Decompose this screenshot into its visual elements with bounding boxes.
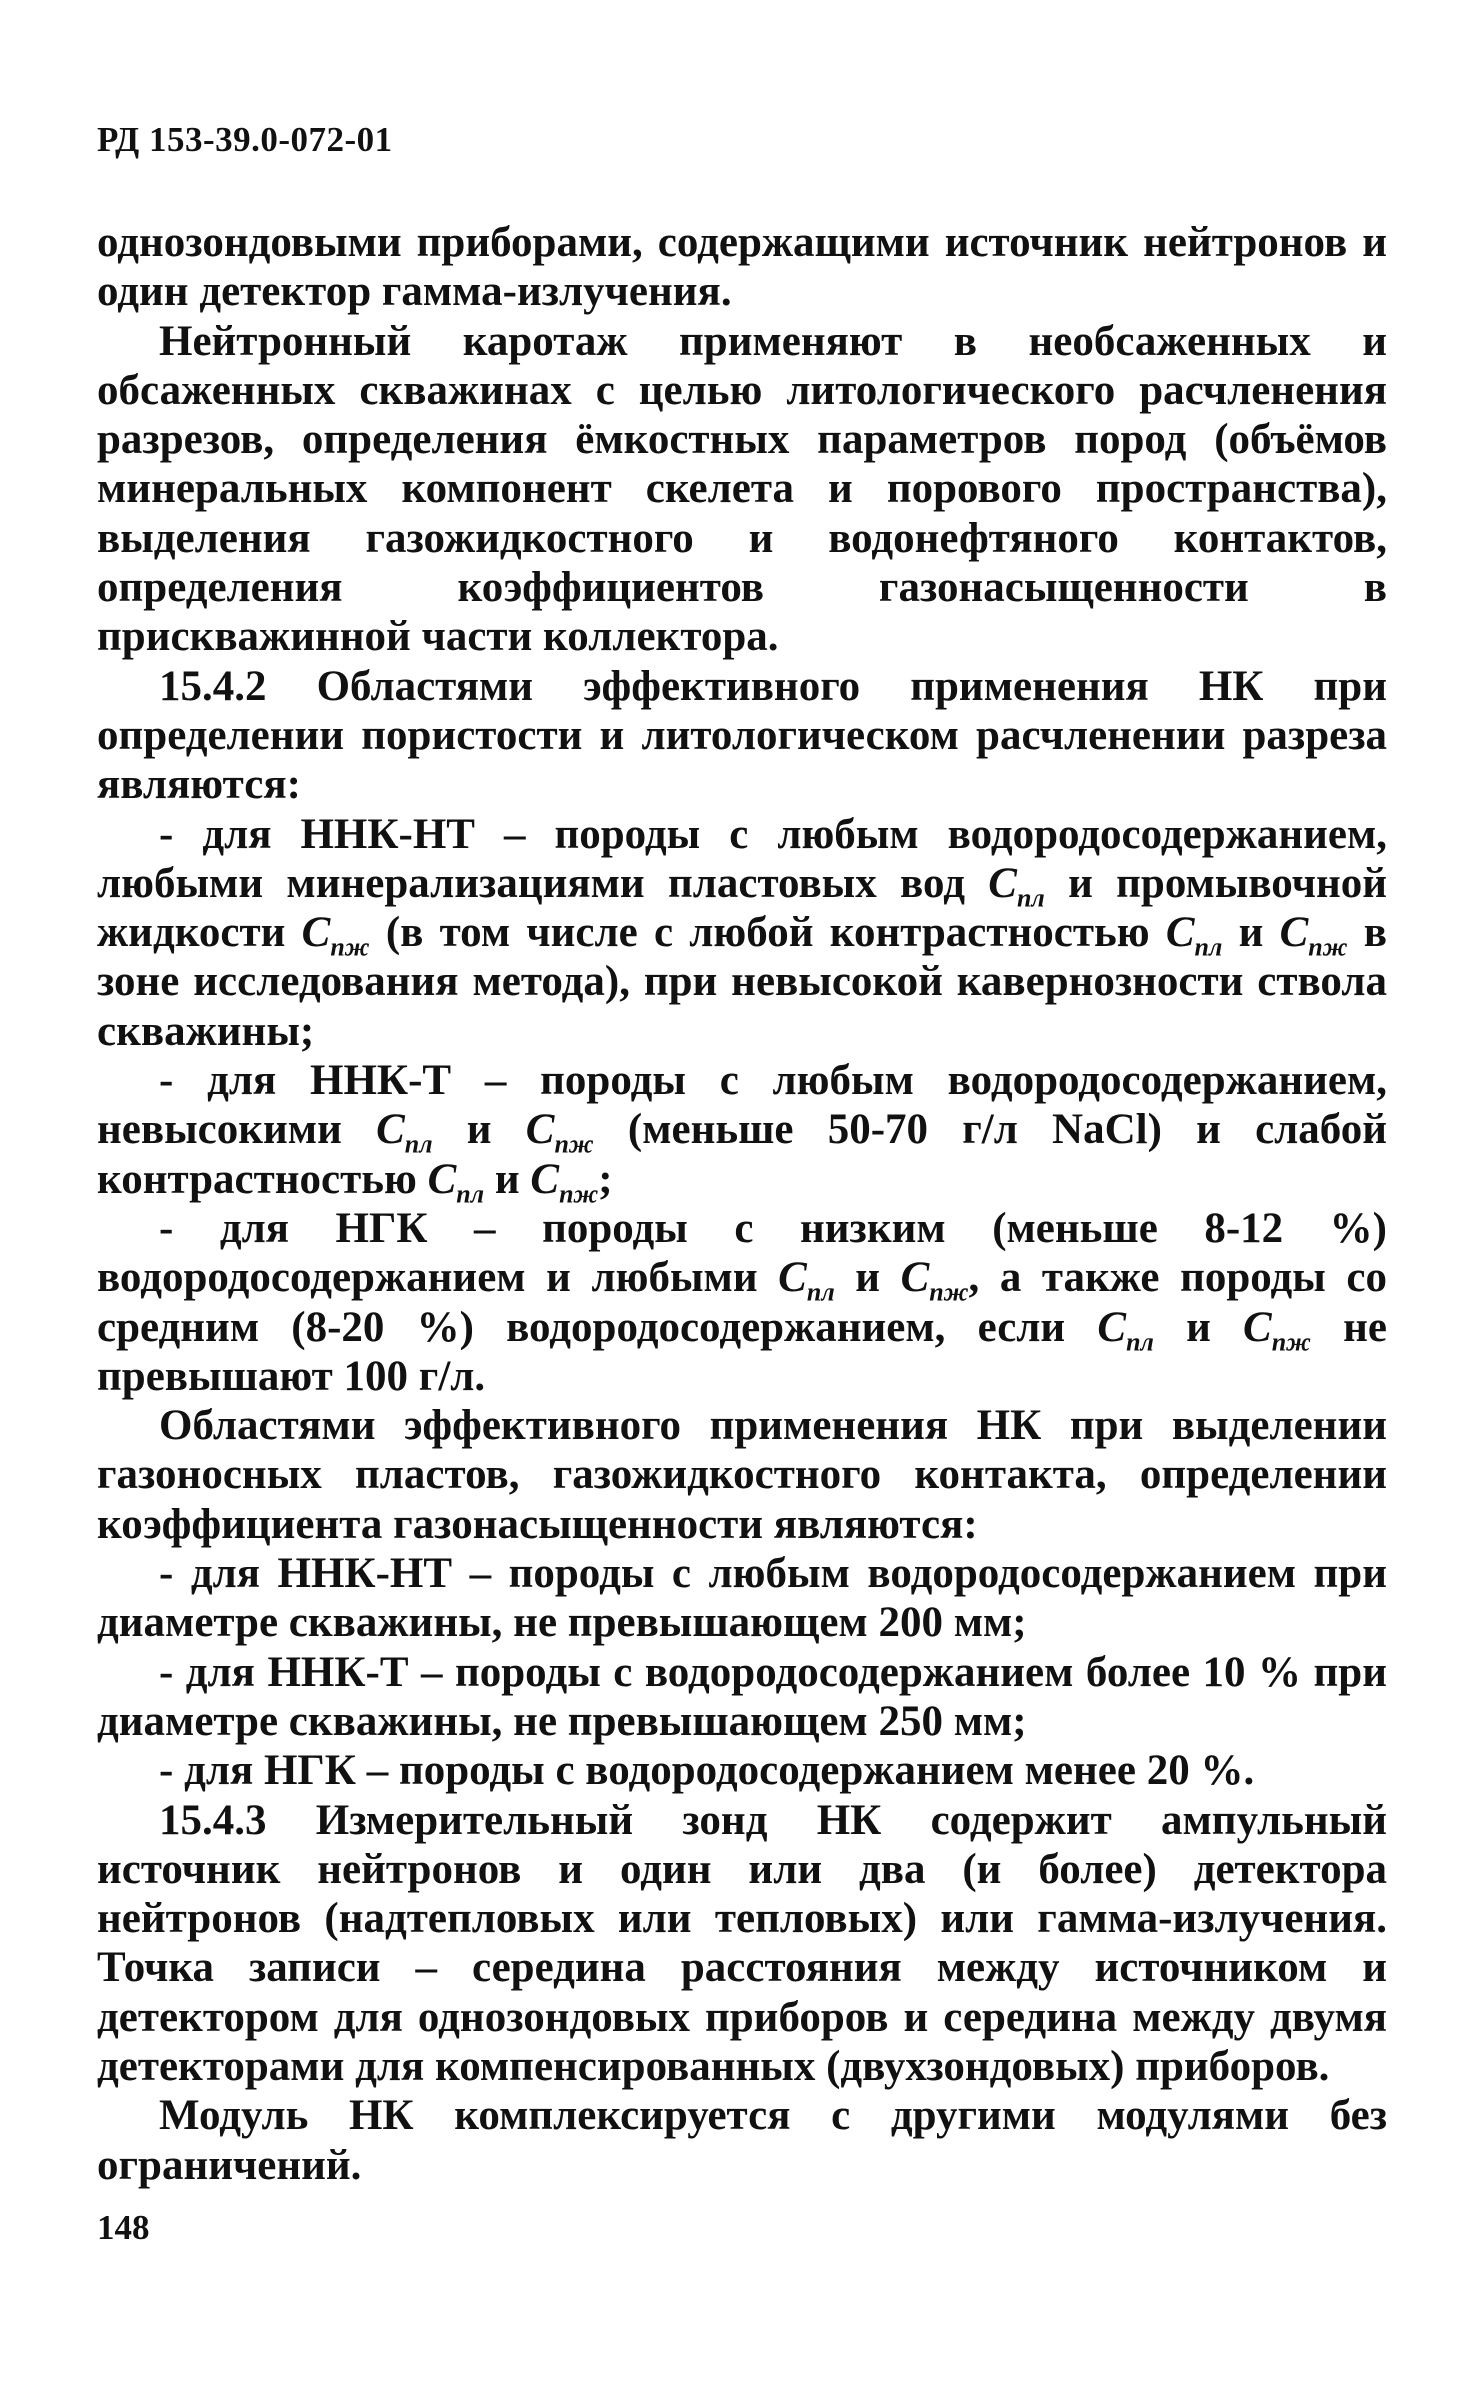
text-segment: , а также породы со средним (8-20 %) водородосодержанием, если (97, 1254, 1388, 1351)
text-segment: - для ННК-Т – породы с любым водородосодержанием, невысокими (97, 1057, 1387, 1154)
symbol-c: C (301, 909, 331, 957)
subscript-pzh: пж (559, 1179, 599, 1209)
paragraph-intro-continuation: однозондовыми приборами, содержащими источник нейтронов и один детектор гамма-излучения. (97, 219, 1387, 316)
text-segment: (меньше 50-70 г/л NaCl) и слабой контрастностью (97, 1106, 1388, 1203)
symbol-c: C (1243, 1303, 1272, 1351)
text-segment: и (484, 1155, 531, 1203)
symbol-c: C (778, 1254, 807, 1302)
subscript-pzh: пж (929, 1277, 969, 1307)
list-item-ngk (97, 1204, 1387, 1401)
document-code: РД 153-39.0-072-01 (97, 120, 393, 159)
symbol-c: C (525, 1106, 555, 1154)
subscript-pl: пл (1126, 1327, 1154, 1357)
subscript-pzh: пж (554, 1129, 594, 1159)
subscript-pl: пл (456, 1179, 485, 1209)
symbol-c: C (988, 859, 1017, 907)
body-text (97, 218, 1387, 2190)
text-segment: и (432, 1106, 526, 1154)
subscript-pzh: пж (1308, 932, 1348, 962)
symbol-c: C (1279, 909, 1309, 957)
subscript-pl: пл (1194, 932, 1223, 962)
paragraph-neutron-logging: Нейтронный каротаж применяют в необсаженных и обсаженных скважинах с целью литологического расчленения разрезов, определения ёмкостных параметров пород (объёмов минеральных компонент скелета и порового пространства), выделения газожидкостного и водонефтяного контактов, определения коэффициентов газонасыщенности в прискважинной части коллектора. (97, 317, 1387, 661)
page-number: 148 (97, 2208, 150, 2247)
list-item-nnk-t (97, 1056, 1388, 1209)
symbol-c: C (1165, 909, 1195, 957)
text-segment: и промывочной жидкости (97, 859, 1387, 957)
paragraph-gas-detection: Областями эффективного применения НК при выделении газоносных пластов, газожидкостного контакта, определении коэффициента газонасыщенности являются: (97, 1402, 1387, 1548)
text-segment: в зоне исследования метода), при невысокой кавернозности ствола скважины; (97, 909, 1387, 1055)
subscript-pl: пл (806, 1277, 835, 1307)
subscript-pl: пл (1016, 883, 1045, 913)
list-item-gas-ngk: - для НГК – породы с водородосодержанием менее 20 %. (159, 1747, 1255, 1795)
symbol-c: C (1097, 1303, 1127, 1351)
subscript-pl: пл (404, 1129, 433, 1159)
text-segment: и (834, 1254, 901, 1302)
paragraph-module-nk: Модуль НК комплексируется с другими модулями без ограничений. (97, 2092, 1387, 2189)
text-segment: и (1153, 1303, 1244, 1351)
text-segment: и (1222, 909, 1280, 957)
paragraph-15-4-2: 15.4.2 Областями эффективного применения НК при определении пористости и литологическом расчленении разреза являются: (97, 662, 1387, 809)
symbol-c: C (427, 1155, 457, 1203)
subscript-pzh: пж (330, 932, 370, 962)
subscript-pzh: пж (1271, 1327, 1311, 1357)
text-segment: - для ННК-НТ – породы с любым водородосодержанием, любыми минерализациями пластовых вод (97, 810, 1387, 907)
text-segment: ; (598, 1155, 613, 1203)
paragraph-15-4-3: 15.4.3 Измерительный зонд НК содержит ампульный источник нейтронов и один или два (и более) детектора нейтронов (надтепловых или тепловых) или гамма-излучения. Точка записи – середина расстояния между источником и детектором для однозондовых приборов и середина между двумя детекторами для компенсированных (двухзондовых) приборов. (97, 1796, 1387, 2090)
list-item-gas-nnk-t: - для ННК-Т – породы с водородосодержанием более 10 % при диаметре скважины, не превышающем 250 мм; (97, 1648, 1387, 1745)
text-segment: не превышают 100 г/л. (97, 1303, 1387, 1400)
list-item-gas-nnk-nt: - для ННК-НТ – породы с любым водородосодержанием при диаметре скважины, не превышающем 200 мм; (97, 1550, 1387, 1647)
symbol-c: C (900, 1254, 930, 1302)
text-segment: - для НГК – породы с низким (меньше 8-12 %) водородосодержанием и любыми (97, 1204, 1387, 1302)
symbol-c: C (530, 1155, 560, 1203)
list-item-nnk-nt (97, 810, 1387, 1056)
text-segment: (в том числе с любой контрастностью (369, 909, 1166, 957)
symbol-c: C (376, 1106, 405, 1154)
